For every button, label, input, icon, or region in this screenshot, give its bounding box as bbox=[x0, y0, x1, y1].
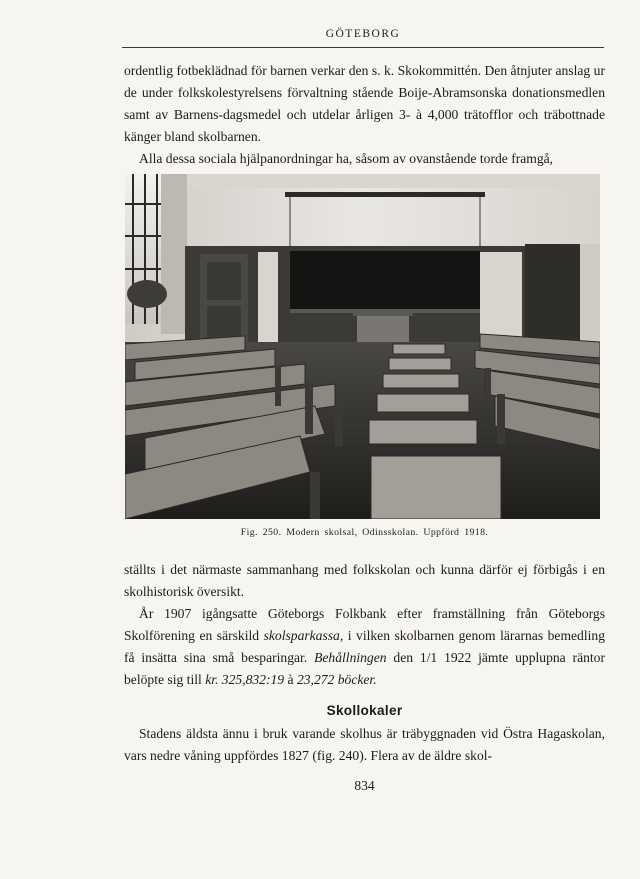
text-fragment: den 1/1 1922 jämte upplupna räntor belöpte sig till bbox=[124, 650, 605, 687]
section-text-block bbox=[124, 723, 605, 767]
figure-caption: Fig. 250. Modern skolsal, Odinsskolan. Uppförd 1918. bbox=[240, 527, 489, 538]
classroom-photo bbox=[125, 174, 600, 519]
paragraph-skolhus: Stadens äldsta ännu i bruk varande skolhus är träbyggnaden vid Östra Hagaskolan, vars nedre våning uppfördes 1827 (fig. 240). Flera av de äldre skol- bbox=[124, 726, 605, 763]
top-text-block bbox=[124, 60, 605, 170]
emphasis-skolsparkassa: skolsparkassa, bbox=[263, 628, 344, 643]
paragraph-skolsparkassa bbox=[124, 603, 605, 691]
text-fragment: År 1907 igångsatte Göteborgs Folkbank efter framställning från Göteborgs Skolförening en särskild bbox=[124, 606, 605, 643]
text-fragment: à bbox=[284, 672, 297, 687]
section-heading: Skollokaler bbox=[326, 703, 403, 718]
emphasis-amount: kr. 325,832:19 bbox=[205, 672, 285, 687]
bottom-text-block bbox=[124, 559, 605, 691]
text-fragment: i vilken skolbarnen genom lärarnas bemedling få insätta sina små besparingar. bbox=[124, 628, 605, 665]
page-number: 834 bbox=[354, 778, 375, 793]
paragraph-skokommitten: ordentlig fotbeklädnad för barnen verkar den s. k. Skokommittén. Den åtnjuter anslag ur de under folkskolestyrelsens förvaltning stående Boije-Abramsonska donationsmedlen samt av Barnens-dagsmedel och utdelar årligen 3- à 4,000 trätofflor och träbottnade känger bland skolbarnen. bbox=[124, 63, 605, 144]
paragraph-hjalpanordningar: Alla dessa sociala hjälpanordningar ha, såsom av ovanstående torde framgå, bbox=[139, 151, 554, 166]
running-header: GÖTEBORG bbox=[325, 28, 401, 40]
header-rule bbox=[122, 47, 604, 48]
paragraph-folkskolan: ställts i det närmaste sammanhang med folkskolan och kunna därför ej förbigås i en skolhistorisk översikt. bbox=[124, 562, 605, 599]
emphasis-books: 23,272 böcker. bbox=[296, 672, 377, 687]
emphasis-behallningen: Behållningen bbox=[314, 650, 387, 665]
